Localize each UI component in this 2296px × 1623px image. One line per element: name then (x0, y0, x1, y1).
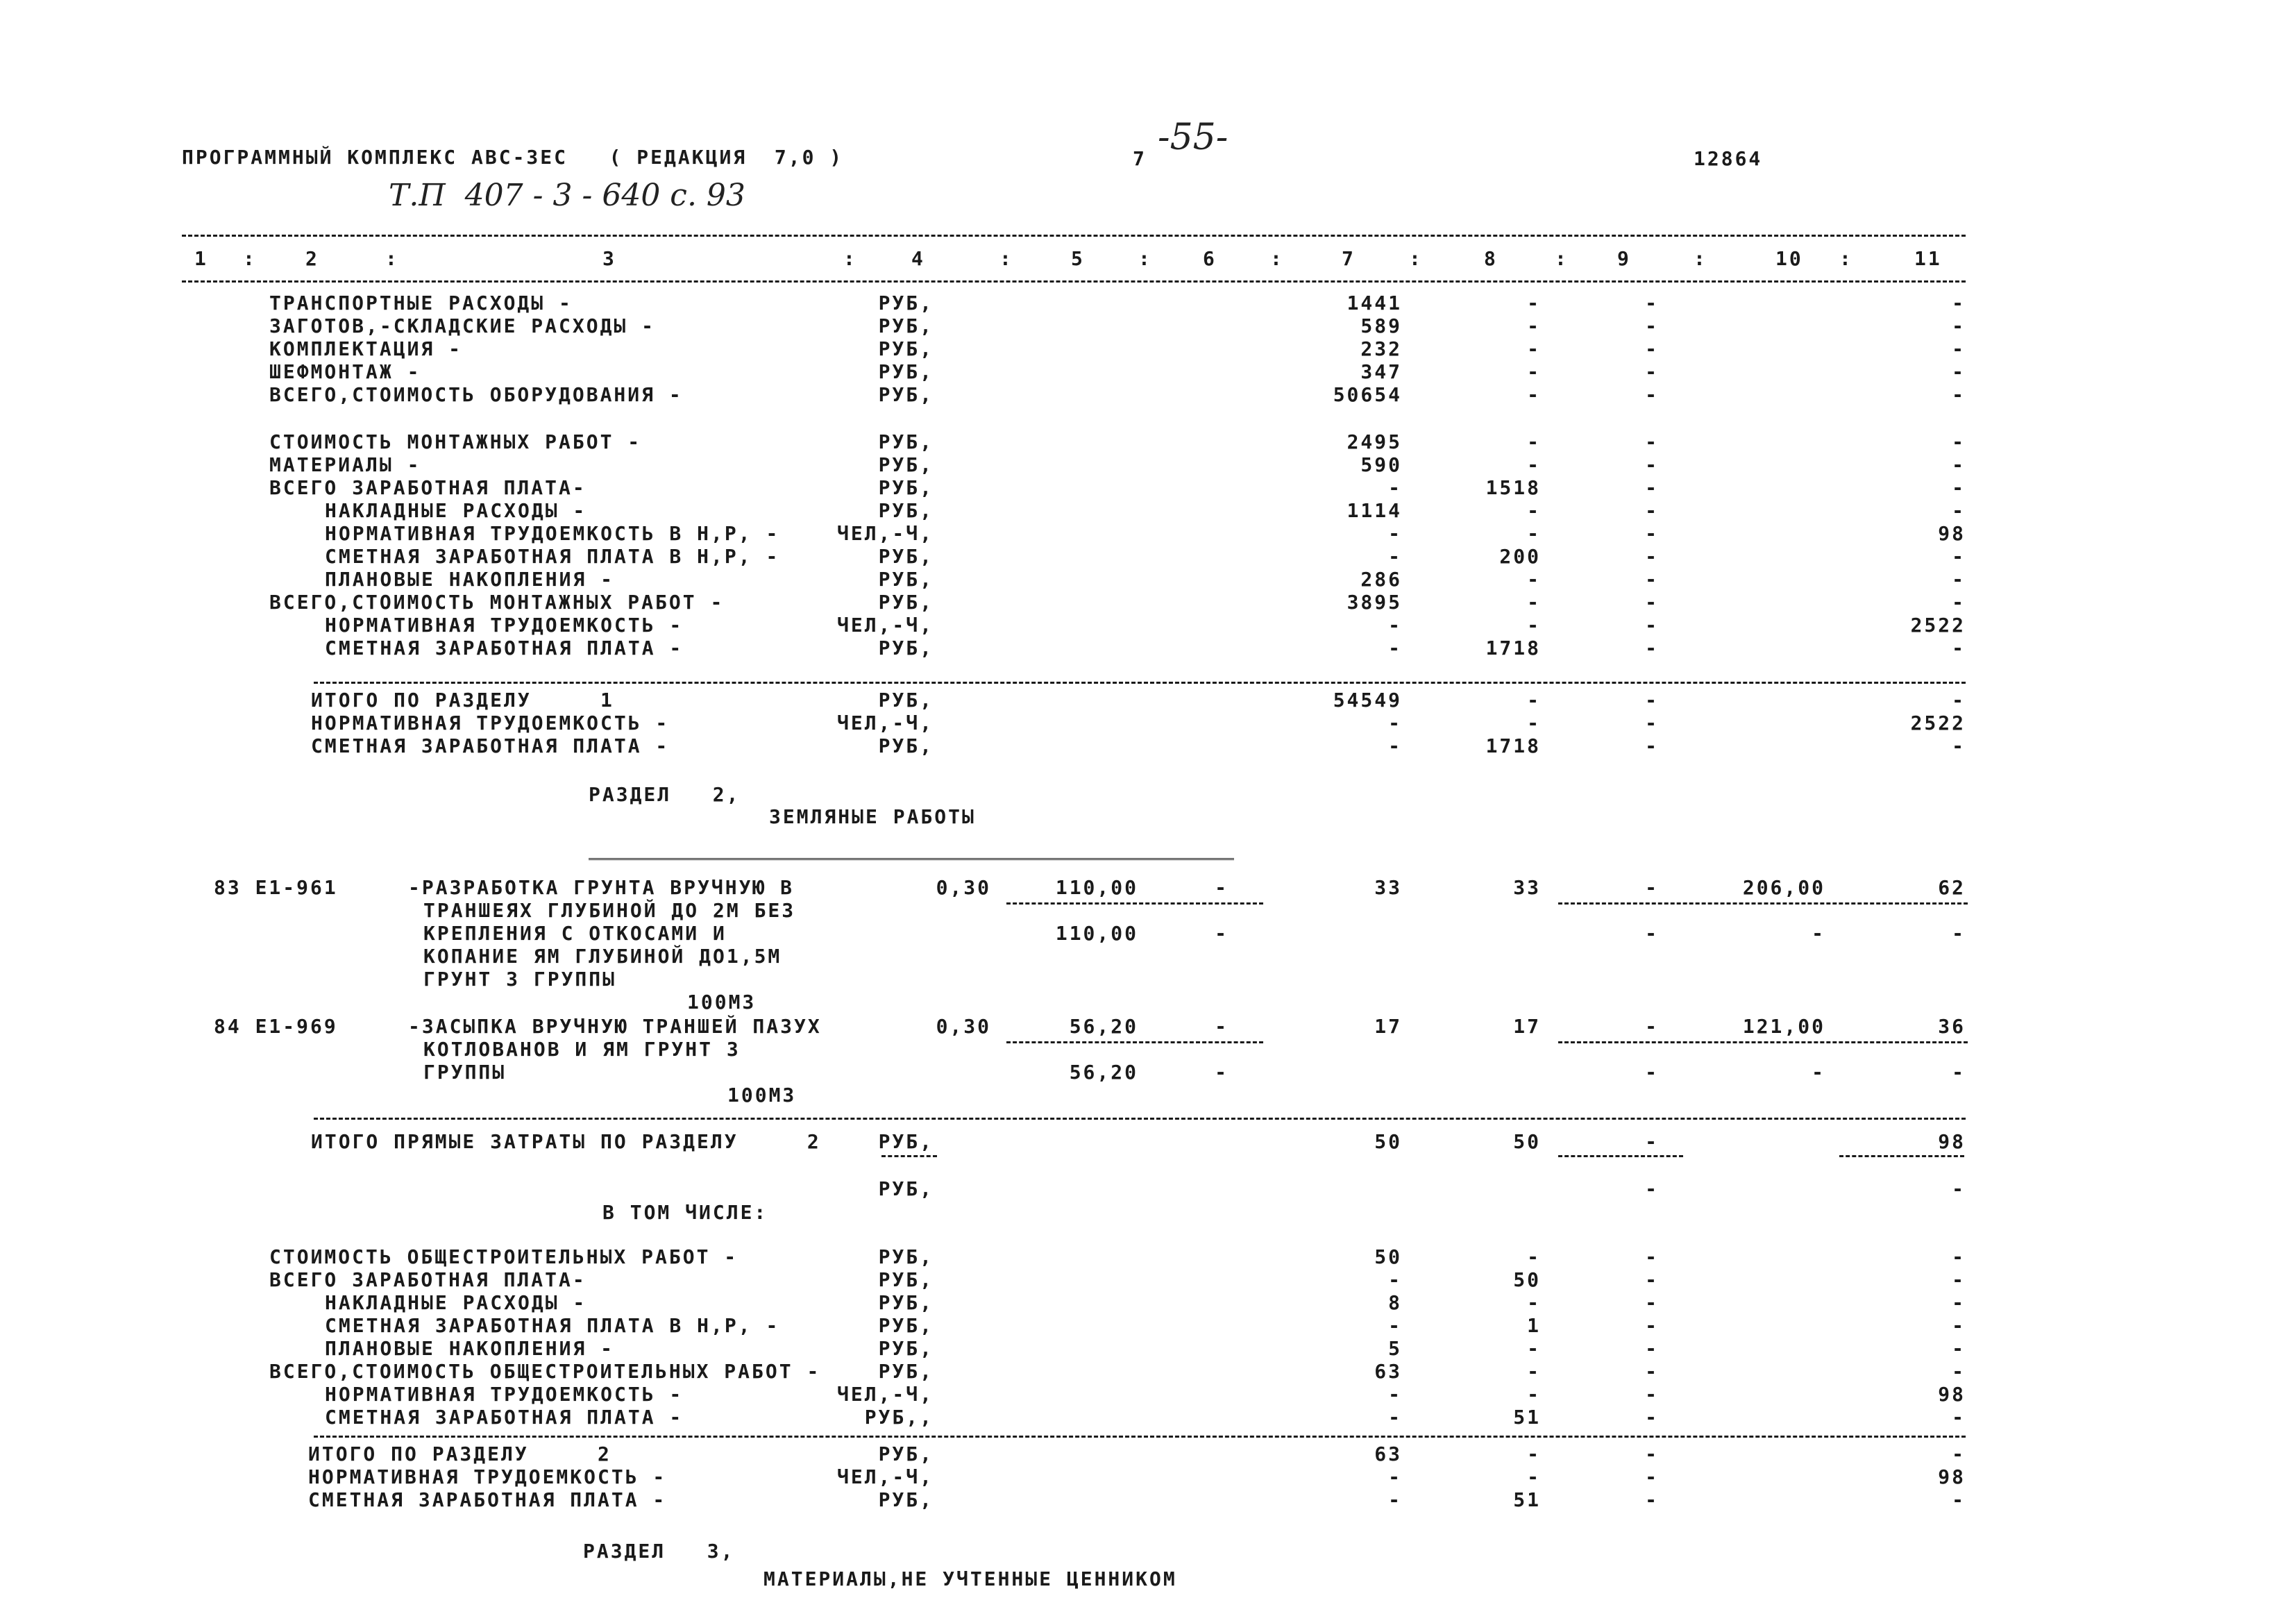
direct-total-col9: - (1645, 1130, 1659, 1153)
row-label: СМЕТНАЯ ЗАРАБОТНАЯ ПЛАТА - (308, 1488, 667, 1511)
row-col8: - (1527, 689, 1541, 712)
row-col9: - (1645, 568, 1659, 591)
row-unit: РУБ, (878, 314, 934, 337)
row-col8: 200 (1499, 545, 1541, 568)
column-header-5: 5 (1071, 247, 1085, 270)
row-col8: - (1527, 337, 1541, 360)
row-unit: РУБ, (878, 1245, 934, 1268)
row-col7: 590 (1360, 453, 1402, 476)
row-label: НОРМАТИВНАЯ ТРУДОЕМКОСТЬ - (325, 614, 684, 637)
direct-total-subrule-9 (1558, 1155, 1683, 1157)
row-col8: 1718 (1485, 637, 1541, 659)
column-header-7: 7 (1342, 247, 1356, 270)
direct-total-col11-sub: - (1952, 1177, 1966, 1200)
row-unit: РУБ, (878, 637, 934, 659)
item-col10: 121,00 (1742, 1015, 1825, 1038)
column-separator: : (243, 247, 257, 270)
row-label: ПЛАНОВЫЕ НАКОПЛЕНИЯ - (325, 568, 615, 591)
row-unit: РУБ, (878, 1360, 934, 1383)
row-label: ИТОГО ПО РАЗДЕЛУ 1 (311, 689, 614, 712)
row-col9: - (1645, 1488, 1659, 1511)
row-label: ВСЕГО ЗАРАБОТНАЯ ПЛАТА- (269, 1268, 586, 1291)
row-col7: - (1388, 712, 1402, 734)
row-unit: РУБ, (878, 1488, 934, 1511)
row-col11: - (1952, 734, 1966, 757)
row-col7: 5 (1388, 1337, 1402, 1360)
row-unit: РУБ, (878, 1443, 934, 1465)
row-col9: - (1645, 734, 1659, 757)
row-label: ЗАГОТОВ,-СКЛАДСКИЕ РАСХОДЫ - (269, 314, 656, 337)
row-col9: - (1645, 637, 1659, 659)
row-col9: - (1645, 360, 1659, 383)
row-col8: - (1527, 1360, 1541, 1383)
column-header-11: 11 (1914, 247, 1942, 270)
row-col8: - (1527, 314, 1541, 337)
row-col9: - (1645, 1291, 1659, 1314)
item-col8: 33 (1513, 876, 1541, 899)
row-col11: - (1952, 1443, 1966, 1465)
row-unit: РУБ, (878, 1314, 934, 1337)
item-col5-sub: 56,20 (1069, 1061, 1138, 1084)
including-label: В ТОМ ЧИСЛЕ: (602, 1201, 768, 1224)
row-unit: РУБ, (878, 337, 934, 360)
row-col8: - (1527, 430, 1541, 453)
row-col9: - (1645, 1268, 1659, 1291)
header-rule-top (182, 235, 1966, 237)
row-col9: - (1645, 1383, 1659, 1406)
program-title: ПРОГРАММНЫЙ КОМПЛЕКС АВС-ЗЕС ( РЕДАКЦИЯ 7,0 ) (182, 146, 844, 169)
item-col11: 62 (1938, 876, 1966, 899)
row-col8: - (1527, 522, 1541, 545)
row-label: НОРМАТИВНАЯ ТРУДОЕМКОСТЬ - (308, 1465, 667, 1488)
row-col7: - (1388, 734, 1402, 757)
section1-rule (314, 682, 1966, 684)
row-col7: 347 (1360, 360, 1402, 383)
row-col9: - (1645, 1406, 1659, 1429)
column-separator: : (385, 247, 399, 270)
row-label: ВСЕГО,СТОИМОСТЬ ОБЩЕСТРОИТЕЛЬНЫХ РАБОТ - (269, 1360, 821, 1383)
row-col11: - (1952, 1245, 1966, 1268)
row-col8: - (1527, 292, 1541, 314)
row-col11: - (1952, 476, 1966, 499)
row-label: НОРМАТИВНАЯ ТРУДОЕМКОСТЬ В Н,Р, - (325, 522, 780, 545)
row-unit: ЧЕЛ,-Ч, (836, 1465, 934, 1488)
row-unit: РУБ, (878, 1337, 934, 1360)
row-unit: РУБ, (878, 734, 934, 757)
row-col8: - (1527, 614, 1541, 637)
item-col5-sub: 110,00 (1055, 922, 1138, 945)
row-col8: - (1527, 1245, 1541, 1268)
column-header-3: 3 (602, 247, 616, 270)
row-col7: - (1388, 1406, 1402, 1429)
column-separator: : (1270, 247, 1284, 270)
column-separator: : (1839, 247, 1853, 270)
row-col7: - (1388, 1314, 1402, 1337)
row-col11: - (1952, 1360, 1966, 1383)
row-col7: 2495 (1347, 430, 1402, 453)
row-label: ИТОГО ПО РАЗДЕЛУ 2 (308, 1443, 611, 1465)
row-unit: РУБ, (878, 591, 934, 614)
item-col6-sub: - (1215, 922, 1229, 945)
row-col11: - (1952, 1406, 1966, 1429)
row-col11: - (1952, 499, 1966, 522)
item-quantity: 0,30 (936, 876, 991, 899)
column-separator: : (999, 247, 1013, 270)
row-label: СМЕТНАЯ ЗАРАБОТНАЯ ПЛАТА - (325, 637, 684, 659)
row-col7: - (1388, 1465, 1402, 1488)
item-col10: 206,00 (1742, 876, 1825, 899)
column-separator: : (1555, 247, 1569, 270)
item-col7: 33 (1374, 876, 1402, 899)
direct-total-col8: 50 (1513, 1130, 1541, 1153)
row-col7: 1441 (1347, 292, 1402, 314)
project-handwritten: Т.П 407 - 3 - 640 с. 93 (389, 178, 745, 213)
row-col8: - (1527, 383, 1541, 406)
direct-total-unit2: РУБ, (878, 1177, 934, 1200)
item-col7: 17 (1374, 1015, 1402, 1038)
row-col8: - (1527, 1291, 1541, 1314)
row-col7: - (1388, 637, 1402, 659)
item-number: 84 Е1-969 (214, 1015, 338, 1038)
row-col11: 98 (1938, 1383, 1966, 1406)
row-col11: - (1952, 314, 1966, 337)
row-unit: РУБ, (878, 568, 934, 591)
row-col7: - (1388, 1383, 1402, 1406)
item-col11-sub: - (1952, 1061, 1966, 1084)
row-col7: - (1388, 614, 1402, 637)
item-description-line: ГРУППЫ (423, 1061, 507, 1084)
item-description-line: -РАЗРАБОТКА ГРУНТА ВРУЧНУЮ В (408, 876, 795, 899)
row-label: КОМПЛЕКТАЦИЯ - (269, 337, 463, 360)
row-col7: 232 (1360, 337, 1402, 360)
row-col9: - (1645, 591, 1659, 614)
row-col8: - (1527, 591, 1541, 614)
item-description-line: КОПАНИЕ ЯМ ГЛУБИНОЙ ДО1,5М (423, 945, 782, 968)
row-label: НАКЛАДНЫЕ РАСХОДЫ - (325, 1291, 587, 1314)
row-col9: - (1645, 1337, 1659, 1360)
column-separator: : (843, 247, 857, 270)
row-col8: 1718 (1485, 734, 1541, 757)
row-unit: РУБ, (878, 1291, 934, 1314)
section2-double-rule (589, 858, 1234, 860)
row-col8: - (1527, 1383, 1541, 1406)
row-col8: - (1527, 360, 1541, 383)
row-col9: - (1645, 1314, 1659, 1337)
item-description-line: КРЕПЛЕНИЯ С ОТКОСАМИ И (423, 922, 727, 945)
row-label: СМЕТНАЯ ЗАРАБОТНАЯ ПЛАТА В Н,Р, - (325, 545, 780, 568)
row-label: ШЕФМОНТАЖ - (269, 360, 421, 383)
item-subrule-right (1558, 1041, 1968, 1043)
row-unit: РУБ, (878, 383, 934, 406)
row-col8: 50 (1513, 1268, 1541, 1291)
item-description-line: -ЗАСЫПКА ВРУЧНУЮ ТРАНШЕЙ ПАЗУХ (408, 1015, 822, 1038)
item-col5: 110,00 (1055, 876, 1138, 899)
column-header-8: 8 (1484, 247, 1498, 270)
column-header-6: 6 (1203, 247, 1217, 270)
row-col8: - (1527, 568, 1541, 591)
row-col11: - (1952, 689, 1966, 712)
row-unit: РУБ, (878, 1268, 934, 1291)
row-col8: - (1527, 712, 1541, 734)
row-col8: 1518 (1485, 476, 1541, 499)
row-label: СМЕТНАЯ ЗАРАБОТНАЯ ПЛАТА - (311, 734, 670, 757)
row-col11: - (1952, 591, 1966, 614)
row-unit: РУБ, (878, 292, 934, 314)
row-col9: - (1645, 430, 1659, 453)
row-unit: РУБ, (878, 430, 934, 453)
item-number: 83 Е1-961 (214, 876, 338, 899)
row-label: НОРМАТИВНАЯ ТРУДОЕМКОСТЬ - (311, 712, 670, 734)
item-col10-sub: - (1812, 922, 1825, 945)
row-col9: - (1645, 545, 1659, 568)
row-col9: - (1645, 337, 1659, 360)
row-col9: - (1645, 453, 1659, 476)
row-col9: - (1645, 292, 1659, 314)
row-col8: - (1527, 1465, 1541, 1488)
column-header-10: 10 (1775, 247, 1803, 270)
row-col7: - (1388, 1268, 1402, 1291)
row-col11: 2522 (1910, 614, 1966, 637)
row-col9: - (1645, 1465, 1659, 1488)
row-col9: - (1645, 614, 1659, 637)
row-label: ВСЕГО,СТОИМОСТЬ МОНТАЖНЫХ РАБОТ - (269, 591, 725, 614)
row-col11: - (1952, 292, 1966, 314)
row-col11: - (1952, 360, 1966, 383)
item-description-line: КОТЛОВАНОВ И ЯМ ГРУНТ 3 (423, 1038, 741, 1061)
row-label: ТРАНСПОРТНЫЕ РАСХОДЫ - (269, 292, 573, 314)
row-col11: 98 (1938, 1465, 1966, 1488)
row-col8: 51 (1513, 1406, 1541, 1429)
row-col7: 50 (1374, 1245, 1402, 1268)
direct-total-subrule-11 (1839, 1155, 1964, 1157)
row-col9: - (1645, 499, 1659, 522)
row-unit: ЧЕЛ,-Ч, (836, 712, 934, 734)
row-unit: ЧЕЛ,-Ч, (836, 614, 934, 637)
item-col9: - (1645, 876, 1659, 899)
row-col9: - (1645, 383, 1659, 406)
row-label: СТОИМОСТЬ МОНТАЖНЫХ РАБОТ - (269, 430, 642, 453)
row-col7: 286 (1360, 568, 1402, 591)
document-number: 12864 (1694, 147, 1763, 170)
direct-total-col7: 50 (1374, 1130, 1402, 1153)
row-col9: - (1645, 1245, 1659, 1268)
row-col9: - (1645, 1443, 1659, 1465)
item-col6: - (1215, 876, 1229, 899)
row-col7: 50654 (1333, 383, 1402, 406)
row-col11: 98 (1938, 522, 1966, 545)
row-col9: - (1645, 522, 1659, 545)
row-label: МАТЕРИАЛЫ - (269, 453, 421, 476)
item-col9: - (1645, 1015, 1659, 1038)
row-label: ПЛАНОВЫЕ НАКОПЛЕНИЯ - (325, 1337, 615, 1360)
item-subrule (1006, 1041, 1263, 1043)
row-label: ВСЕГО ЗАРАБОТНАЯ ПЛАТА- (269, 476, 586, 499)
row-col9: - (1645, 476, 1659, 499)
row-label: ВСЕГО,СТОИМОСТЬ ОБОРУДОВАНИЯ - (269, 383, 683, 406)
row-col7: 63 (1374, 1443, 1402, 1465)
row-col11: - (1952, 1291, 1966, 1314)
row-col11: - (1952, 1268, 1966, 1291)
item-subrule (1006, 902, 1263, 905)
row-col7: 8 (1388, 1291, 1402, 1314)
row-label: НАКЛАДНЫЕ РАСХОДЫ - (325, 499, 587, 522)
row-col11: 2522 (1910, 712, 1966, 734)
column-header-2: 2 (305, 247, 319, 270)
item-col9-sub: - (1645, 922, 1659, 945)
row-col7: 54549 (1333, 689, 1402, 712)
row-col7: - (1388, 545, 1402, 568)
row-col11: - (1952, 637, 1966, 659)
row-label: СТОИМОСТЬ ОБЩЕСТРОИТЕЛЬНЫХ РАБОТ - (269, 1245, 738, 1268)
item-subrule-right (1558, 902, 1968, 905)
row-col11: - (1952, 430, 1966, 453)
row-col11: - (1952, 1337, 1966, 1360)
row-col8: - (1527, 1337, 1541, 1360)
direct-total-unit: РУБ, (878, 1130, 934, 1153)
column-separator: : (1409, 247, 1423, 270)
page-number-handwritten: -55- (1158, 117, 1229, 158)
column-header-9: 9 (1617, 247, 1631, 270)
column-header-4: 4 (911, 247, 925, 270)
row-col9: - (1645, 1360, 1659, 1383)
row-col11: - (1952, 1488, 1966, 1511)
row-col8: - (1527, 453, 1541, 476)
row-col7: - (1388, 476, 1402, 499)
section2-heading: РАЗДЕЛ 2, (589, 783, 741, 806)
row-unit: РУБ, (878, 476, 934, 499)
section3-title: МАТЕРИАЛЫ,НЕ УЧТЕННЫЕ ЦЕННИКОМ (763, 1567, 1177, 1590)
item-col5: 56,20 (1069, 1015, 1138, 1038)
row-unit: РУБ, (878, 499, 934, 522)
section2-total-rule (314, 1436, 1966, 1438)
section2-title: ЗЕМЛЯНЫЕ РАБОТЫ (769, 805, 976, 828)
row-col9: - (1645, 314, 1659, 337)
direct-total-subrule (881, 1155, 937, 1157)
item-description-line: ГРУНТ 3 ГРУППЫ (423, 968, 617, 991)
column-separator: : (1138, 247, 1152, 270)
row-unit: РУБ, (878, 545, 934, 568)
row-col11: - (1952, 453, 1966, 476)
row-col8: 1 (1527, 1314, 1541, 1337)
row-col8: 51 (1513, 1488, 1541, 1511)
column-separator: : (1694, 247, 1707, 270)
item-unit: 100М3 (727, 1084, 797, 1107)
row-unit: ЧЕЛ,-Ч, (836, 1383, 934, 1406)
item-col11-sub: - (1952, 922, 1966, 945)
row-unit: ЧЕЛ,-Ч, (836, 522, 934, 545)
row-col7: 63 (1374, 1360, 1402, 1383)
row-col11: - (1952, 1314, 1966, 1337)
section2-items-rule (314, 1118, 1966, 1120)
section3-heading: РАЗДЕЛ 3, (583, 1540, 735, 1563)
row-col9: - (1645, 712, 1659, 734)
item-col8: 17 (1513, 1015, 1541, 1038)
row-unit: РУБ, (878, 360, 934, 383)
row-col11: - (1952, 545, 1966, 568)
row-col7: 589 (1360, 314, 1402, 337)
row-unit: РУБ, (878, 453, 934, 476)
item-col6-sub: - (1215, 1061, 1229, 1084)
direct-total-col11: 98 (1938, 1130, 1966, 1153)
row-unit: РУБ, (878, 689, 934, 712)
header-rule-bottom (182, 280, 1966, 283)
item-col9-sub: - (1645, 1061, 1659, 1084)
direct-total-col9-sub: - (1645, 1177, 1659, 1200)
row-unit: РУБ,, (864, 1406, 934, 1429)
row-col7: 1114 (1347, 499, 1402, 522)
row-col8: - (1527, 499, 1541, 522)
row-label: НОРМАТИВНАЯ ТРУДОЕМКОСТЬ - (325, 1383, 684, 1406)
row-col7: - (1388, 522, 1402, 545)
row-col9: - (1645, 689, 1659, 712)
page-number-small: 7 (1133, 147, 1147, 170)
direct-total-label: ИТОГО ПРЯМЫЕ ЗАТРАТЫ ПО РАЗДЕЛУ 2 (311, 1130, 821, 1153)
row-label: СМЕТНАЯ ЗАРАБОТНАЯ ПЛАТА - (325, 1406, 684, 1429)
row-col8: - (1527, 1443, 1541, 1465)
item-unit: 100М3 (687, 991, 757, 1014)
row-col11: - (1952, 337, 1966, 360)
item-col11: 36 (1938, 1015, 1966, 1038)
row-col7: - (1388, 1488, 1402, 1511)
row-col11: - (1952, 383, 1966, 406)
row-col11: - (1952, 568, 1966, 591)
row-label: СМЕТНАЯ ЗАРАБОТНАЯ ПЛАТА В Н,Р, - (325, 1314, 780, 1337)
column-header-1: 1 (194, 247, 208, 270)
item-description-line: ТРАНШЕЯХ ГЛУБИНОЙ ДО 2М БЕЗ (423, 899, 796, 922)
item-col10-sub: - (1812, 1061, 1825, 1084)
item-col6: - (1215, 1015, 1229, 1038)
row-col7: 3895 (1347, 591, 1402, 614)
item-quantity: 0,30 (936, 1015, 991, 1038)
